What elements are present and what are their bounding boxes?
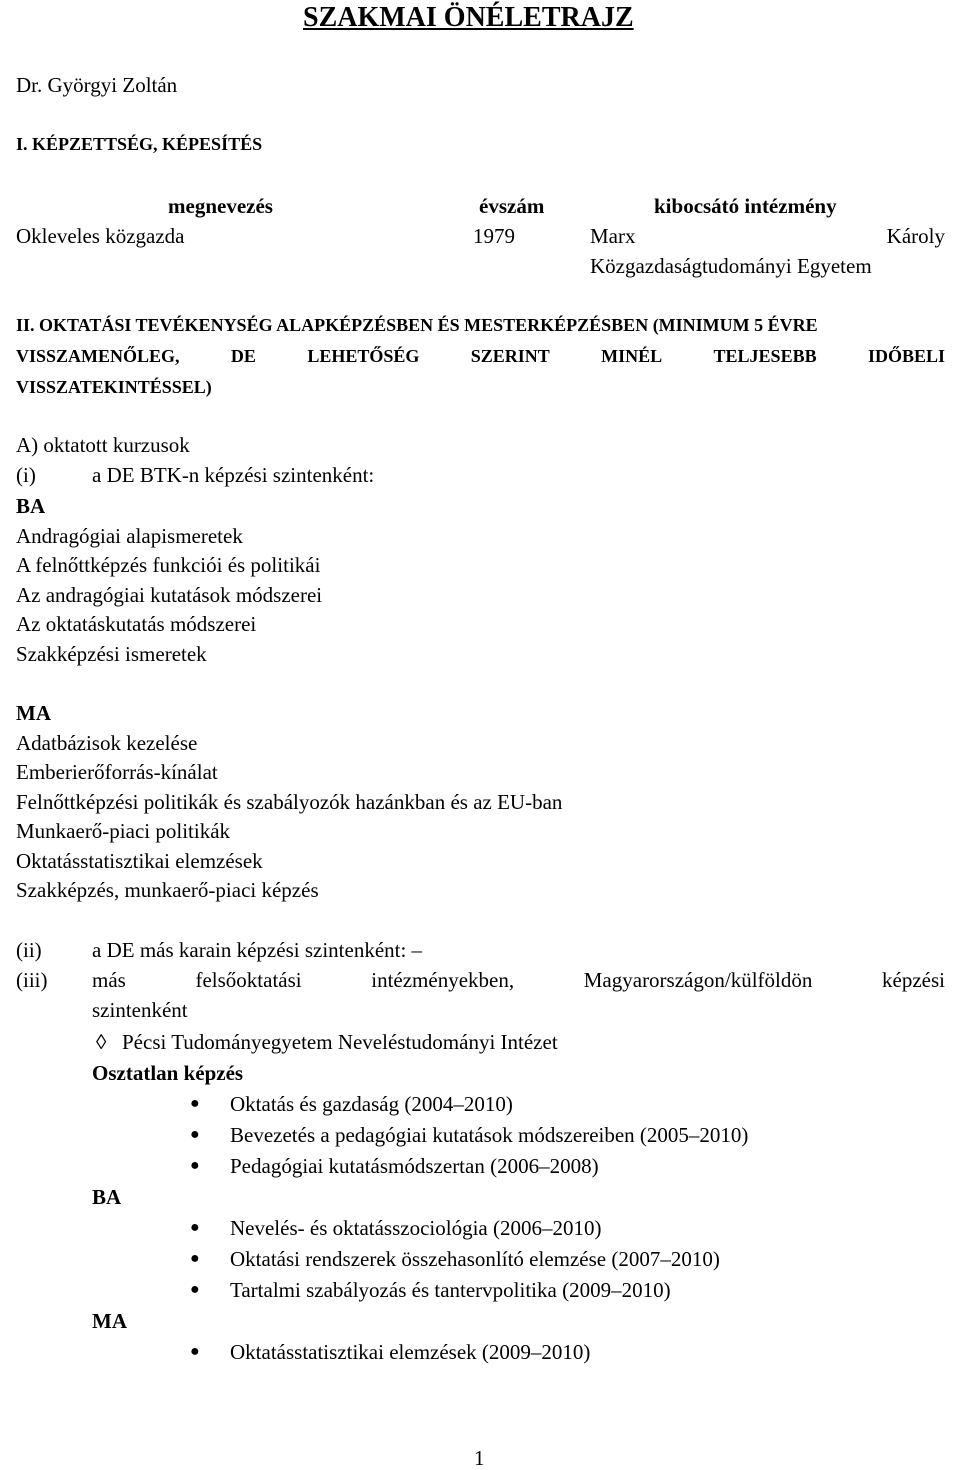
item-i-number: (i) xyxy=(16,463,36,487)
item-iii-number: (iii) xyxy=(16,968,48,992)
page-title: SZAKMAI ÖNÉLETRAJZ xyxy=(303,2,634,33)
course-item: Oktatásstatisztikai elemzések xyxy=(16,849,263,873)
item-ii-number: (ii) xyxy=(16,938,42,962)
author-name: Dr. Györgyi Zoltán xyxy=(16,73,178,97)
item-iii-word: felsőoktatási xyxy=(195,968,302,992)
course-item: Emberierőforrás-kínálat xyxy=(16,760,218,784)
heading-word: TELJESEBB xyxy=(713,346,817,366)
table-cell-qualification: Okleveles közgazda xyxy=(16,224,185,248)
table-cell-year: 1979 xyxy=(473,224,515,248)
osztatlan-label: Osztatlan képzés xyxy=(92,1061,244,1085)
bullet-course-item: ● Oktatás és gazdaság (2004–2010) xyxy=(230,1092,513,1116)
heading-word: MINÉL xyxy=(601,346,663,366)
heading-word: DE xyxy=(230,346,256,366)
bullet-course-item: ● Tartalmi szabályozás és tantervpolitika (2009–2010) xyxy=(230,1278,671,1302)
table-header-name: megnevezés xyxy=(168,194,273,218)
institution-word: Károly xyxy=(886,224,945,248)
heading-word: SZERINT xyxy=(470,346,550,366)
bullet-course-item: ● Nevelés- és oktatásszociológia (2006–2010) xyxy=(230,1216,601,1240)
section-2-heading-line3: VISSZATEKINTÉSSEL) xyxy=(16,377,212,397)
pte-ma-label: MA xyxy=(92,1309,127,1333)
institution-word: Marx xyxy=(590,224,636,248)
diamond-icon: ◊ xyxy=(96,1030,107,1054)
item-iii-word: más xyxy=(92,968,126,992)
course-item: A felnőttképzés funkciói és politikái xyxy=(16,553,321,577)
ba-label: BA xyxy=(16,494,46,518)
heading-word: IDŐBELI xyxy=(867,346,945,366)
course-item: Az andragógiai kutatások módszerei xyxy=(16,583,323,607)
bullet-course-item: ● Pedagógiai kutatásmódszertan (2006–2008) xyxy=(230,1154,599,1178)
course-item: Adatbázisok kezelése xyxy=(16,731,198,755)
section-2-heading-line1: II. OKTATÁSI TEVÉKENYSÉG ALAPKÉPZÉSBEN ÉS MESTERKÉPZÉSBEN (MINIMUM 5 ÉVRE xyxy=(16,315,818,335)
section-1-heading: I. KÉPZETTSÉG, KÉPESÍTÉS xyxy=(16,134,263,154)
page-number: 1 xyxy=(474,1446,485,1470)
institution-name: Pécsi Tudományegyetem Neveléstudományi Intézet xyxy=(122,1030,558,1054)
item-iii-word: képzési xyxy=(882,968,945,992)
table-cell-institution-line1 xyxy=(590,224,945,248)
bullet-course-item: ● Bevezetés a pedagógiai kutatások módszereiben (2005–2010) xyxy=(230,1123,748,1147)
table-header-institution: kibocsátó intézmény xyxy=(654,194,837,218)
section-2-heading-line2 xyxy=(16,346,945,367)
item-iii-text-line2: szintenként xyxy=(92,998,188,1022)
bullet-course-item: ● Oktatásstatisztikai elemzések (2009–2010) xyxy=(230,1340,590,1364)
course-item: Andragógiai alapismeretek xyxy=(16,524,243,548)
course-item: Szakképzési ismeretek xyxy=(16,642,207,666)
heading-word: VISSZAMENŐLEG, xyxy=(16,346,180,366)
item-iii-word: intézményekben, xyxy=(371,968,515,992)
bullet-course-item: ● Oktatási rendszerek összehasonlító elemzése (2007–2010) xyxy=(230,1247,720,1271)
ma-label: MA xyxy=(16,701,51,725)
item-iii-text-line1 xyxy=(92,968,945,992)
course-item: Az oktatáskutatás módszerei xyxy=(16,612,257,636)
course-item: Szakképzés, munkaerő-piaci képzés xyxy=(16,878,319,902)
item-ii-text: a DE más karain képzési szintenként: – xyxy=(92,938,423,962)
table-header-year: évszám xyxy=(479,194,545,218)
item-iii-word: Magyarországon/külföldön xyxy=(583,968,813,992)
course-item: Munkaerő-piaci politikák xyxy=(16,819,231,843)
table-cell-institution-line2: Közgazdaságtudományi Egyetem xyxy=(590,254,872,278)
course-item: Felnőttképzési politikák és szabályozók hazánkban és az EU-ban xyxy=(16,790,563,814)
subsection-a-title: A) oktatott kurzusok xyxy=(16,433,190,457)
heading-word: LEHETŐSÉG xyxy=(307,346,420,366)
item-i-text: a DE BTK-n képzési szintenként: xyxy=(92,463,375,487)
pte-ba-label: BA xyxy=(92,1185,122,1209)
